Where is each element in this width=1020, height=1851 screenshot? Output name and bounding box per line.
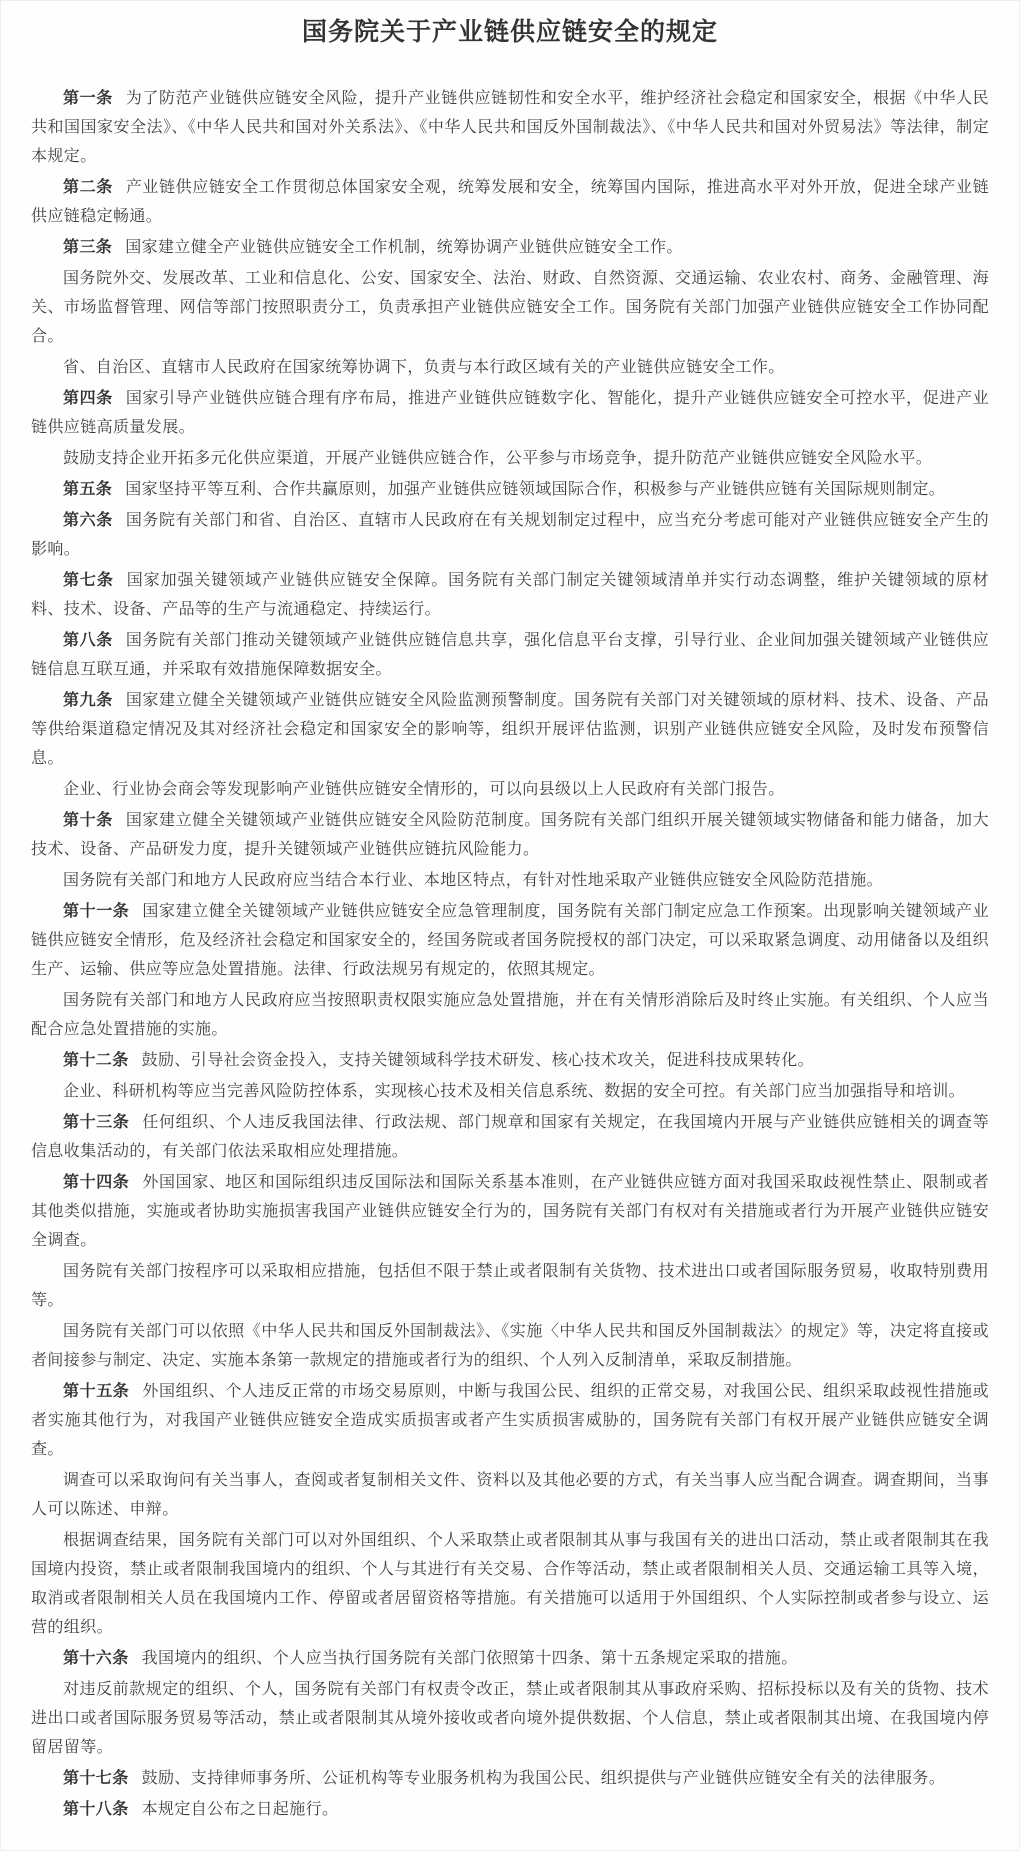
paragraph-text: 鼓励、支持律师事务所、公证机构等专业服务机构为我国公民、组织提供与产业链供应链安全有关的法律服务。 — [141, 1770, 946, 1787]
paragraph-text: 国家建立健全关键领域产业链供应链安全风险防范制度。国务院有关部门组织开展关键领域实物储备和能力储备，加大技术、设备、产品研发力度，提升关键领域产业链供应链抗风险能力。 — [31, 812, 989, 858]
paragraph — [31, 84, 989, 171]
paragraph-text: 省、自治区、直辖市人民政府在国家统筹协调下，负责与本行政区域有关的产业链供应链安全工作。 — [63, 359, 785, 376]
paragraph-text: 国务院有关部门和省、自治区、直辖市人民政府在有关规划制定过程中，应当充分考虑可能对产业链供应链安全产生的影响。 — [31, 512, 989, 558]
article-number: 第三条 — [63, 239, 113, 256]
paragraph — [31, 353, 989, 382]
article-number: 第十五条 — [63, 1383, 130, 1400]
paragraph — [31, 1526, 989, 1642]
article-number: 第五条 — [63, 481, 113, 498]
article-number: 第十二条 — [63, 1052, 129, 1069]
paragraph — [31, 775, 989, 804]
article-number: 第六条 — [63, 512, 113, 529]
paragraph-text: 鼓励支持企业开拓多元化供应渠道，开展产业链供应链合作，公平参与市场竞争，提升防范产业链供应链安全风险水平。 — [63, 450, 933, 467]
paragraph-text: 国家建立健全关键领域产业链供应链安全风险监测预警制度。国务院有关部门对关键领域的原材料、技术、设备、产品等供给渠道稳定情况及其对经济社会稳定和国家安全的影响等，组织开展评估监测，识别产业链供应链安全风险，及时发布预警信息。 — [31, 692, 989, 767]
document-body — [31, 84, 989, 1824]
paragraph — [31, 686, 989, 773]
paragraph — [31, 1046, 989, 1075]
paragraph-text: 国家引导产业链供应链合理有序布局，推进产业链供应链数字化、智能化，提升产业链供应链安全可控水平，促进产业链供应链高质量发展。 — [31, 390, 989, 436]
paragraph-text: 产业链供应链安全工作贯彻总体国家安全观，统筹发展和安全，统筹国内国际，推进高水平对外开放，促进全球产业链供应链稳定畅通。 — [31, 179, 989, 225]
page-title: 国务院关于产业链供应链安全的规定 — [301, 19, 718, 46]
paragraph-text: 为了防范产业链供应链安全风险，提升产业链供应链韧性和安全水平，维护经济社会稳定和国家安全，根据《中华人民共和国国家安全法》、《中华人民共和国对外关系法》、《中华人民共和国反外国制裁法》、《中华人民共和国对外贸易法》等法律，制定本规定。 — [31, 90, 989, 165]
paragraph-text: 国务院外交、发展改革、工业和信息化、公安、国家安全、法治、财政、自然资源、交通运输、农业农村、商务、金融管理、海关、市场监督管理、网信等部门按照职责分工，负责承担产业链供应链安全工作。国务院有关部门加强产业链供应链安全工作协同配合。 — [31, 270, 989, 345]
paragraph — [31, 1675, 989, 1762]
paragraph — [31, 173, 989, 231]
article-number: 第十八条 — [63, 1801, 129, 1818]
paragraph — [31, 1466, 989, 1524]
article-number: 第十一条 — [63, 903, 130, 920]
paragraph-text: 国务院有关部门和地方人民政府应当按照职责权限实施应急处置措施，并在有关情形消除后及时终止实施。有关组织、个人应当配合应急处置措施的实施。 — [31, 992, 989, 1038]
paragraph-text: 国家建立健全产业链供应链安全工作机制，统筹协调产业链供应链安全工作。 — [125, 239, 683, 256]
paragraph — [31, 1377, 989, 1464]
paragraph-text: 国家坚持平等互利、合作共赢原则，加强产业链供应链领域国际合作，积极参与产业链供应链有关国际规则制定。 — [125, 481, 946, 498]
article-number: 第一条 — [63, 90, 113, 107]
paragraph-text: 鼓励、引导社会资金投入，支持关键领域科学技术研发、核心技术攻关，促进科技成果转化。 — [141, 1052, 815, 1069]
paragraph — [31, 1317, 989, 1375]
paragraph — [31, 1168, 989, 1255]
paragraph-text: 外国组织、个人违反正常的市场交易原则，中断与我国公民、组织的正常交易，对我国公民、组织采取歧视性措施或者实施其他行为，对我国产业链供应链安全造成实质损害或者产生实质损害威胁的，国务院有关部门有权开展产业链供应链安全调查。 — [31, 1383, 989, 1458]
article-number: 第二条 — [63, 179, 113, 196]
paragraph — [31, 1077, 989, 1106]
paragraph-text: 企业、科研机构等应当完善风险防控体系，实现核心技术及相关信息系统、数据的安全可控。有关部门应当加强指导和培训。 — [63, 1083, 966, 1100]
article-number: 第十条 — [63, 812, 113, 829]
paragraph-text: 根据调查结果，国务院有关部门可以对外国组织、个人采取禁止或者限制其从事与我国有关的进出口活动，禁止或者限制其在我国境内投资，禁止或者限制我国境内的组织、个人与其进行有关交易、合作等活动，禁止或者限制相关人员、交通运输工具等入境，取消或者限制相关人员在我国境内工作、停留或者居留资格等措施。有关措施可以适用于外国组织、个人实际控制或者参与设立、运营的组织。 — [31, 1532, 989, 1636]
paragraph — [31, 1795, 989, 1824]
paragraph-text: 企业、行业协会商会等发现影响产业链供应链安全情形的，可以向县级以上人民政府有关部门报告。 — [63, 781, 785, 798]
paragraph — [31, 233, 989, 262]
article-number: 第十三条 — [63, 1114, 130, 1131]
paragraph-text: 国家建立健全关键领域产业链供应链安全应急管理制度，国务院有关部门制定应急工作预案。出现影响关键领域产业链供应链安全情形，危及经济社会稳定和国家安全的，经国务院或者国务院授权的部门决定，可以采取紧急调度、动用储备以及组织生产、运输、供应等应急处置措施。法律、行政法规另有规定的，依照其规定。 — [31, 903, 989, 978]
paragraph — [31, 1644, 989, 1673]
article-number: 第七条 — [63, 572, 114, 589]
article-number: 第四条 — [63, 390, 113, 407]
paragraph — [31, 444, 989, 473]
paragraph — [31, 806, 989, 864]
paragraph — [31, 1764, 989, 1793]
paragraph-text: 国家加强关键领域产业链供应链安全保障。国务院有关部门制定关键领域清单并实行动态调整，维护关键领域的原材料、技术、设备、产品等的生产与流通稳定、持续运行。 — [31, 572, 990, 618]
paragraph — [31, 264, 989, 351]
paragraph-text: 外国国家、地区和国际组织违反国际法和国际关系基本准则，在产业链供应链方面对我国采取歧视性禁止、限制或者其他类似措施，实施或者协助实施损害我国产业链供应链安全行为的，国务院有关部门有权对有关措施或者行为开展产业链供应链安全调查。 — [31, 1174, 989, 1249]
paragraph-text: 本规定自公布之日起施行。 — [141, 1801, 339, 1818]
article-number: 第十六条 — [63, 1650, 129, 1667]
paragraph-text: 国务院有关部门按程序可以采取相应措施，包括但不限于禁止或者限制有关货物、技术进出口或者国际服务贸易，收取特别费用等。 — [31, 1263, 989, 1309]
paragraph-text: 国务院有关部门和地方人民政府应当结合本行业、本地区特点，有针对性地采取产业链供应链安全风险防范措施。 — [63, 872, 884, 889]
paragraph — [31, 1108, 989, 1166]
article-number: 第八条 — [63, 632, 113, 649]
paragraph-text: 任何组织、个人违反我国法律、行政法规、部门规章和国家有关规定，在我国境内开展与产业链供应链相关的调查等信息收集活动的，有关部门依法采取相应处理措施。 — [31, 1114, 989, 1160]
paragraph — [31, 866, 989, 895]
paragraph-text: 对违反前款规定的组织、个人，国务院有关部门有权责令改正，禁止或者限制其从事政府采购、招标投标以及有关的货物、技术进出口或者国际服务贸易等活动，禁止或者限制其从境外接收或者向境外提供数据、个人信息，禁止或者限制其出境、在我国境内停留居留等。 — [31, 1681, 989, 1756]
paragraph — [31, 506, 989, 564]
paragraph — [31, 1257, 989, 1315]
paragraph-text: 国务院有关部门可以依照《中华人民共和国反外国制裁法》、《实施〈中华人民共和国反外国制裁法〉的规定》等，决定将直接或者间接参与制定、决定、实施本条第一款规定的措施或者行为的组织、个人列入反制清单，采取反制措施。 — [31, 1323, 989, 1369]
paragraph-text: 我国境内的组织、个人应当执行国务院有关部门依照第十四条、第十五条规定采取的措施。 — [141, 1650, 798, 1667]
article-number: 第十四条 — [63, 1174, 130, 1191]
paragraph-text: 国务院有关部门推动关键领域产业链供应链信息共享，强化信息平台支撑，引导行业、企业间加强关键领域产业链供应链信息互联互通，并采取有效措施保障数据安全。 — [31, 632, 989, 678]
paragraph — [31, 384, 989, 442]
article-number: 第十七条 — [63, 1770, 129, 1787]
article-number: 第九条 — [63, 692, 113, 709]
paragraph — [31, 897, 989, 984]
paragraph — [31, 566, 989, 624]
paragraph — [31, 475, 989, 504]
paragraph-text: 调查可以采取询问有关当事人，查阅或者复制相关文件、资料以及其他必要的方式，有关当事人应当配合调查。调查期间，当事人可以陈述、申辩。 — [31, 1472, 989, 1518]
paragraph — [31, 986, 989, 1044]
paragraph — [31, 626, 989, 684]
